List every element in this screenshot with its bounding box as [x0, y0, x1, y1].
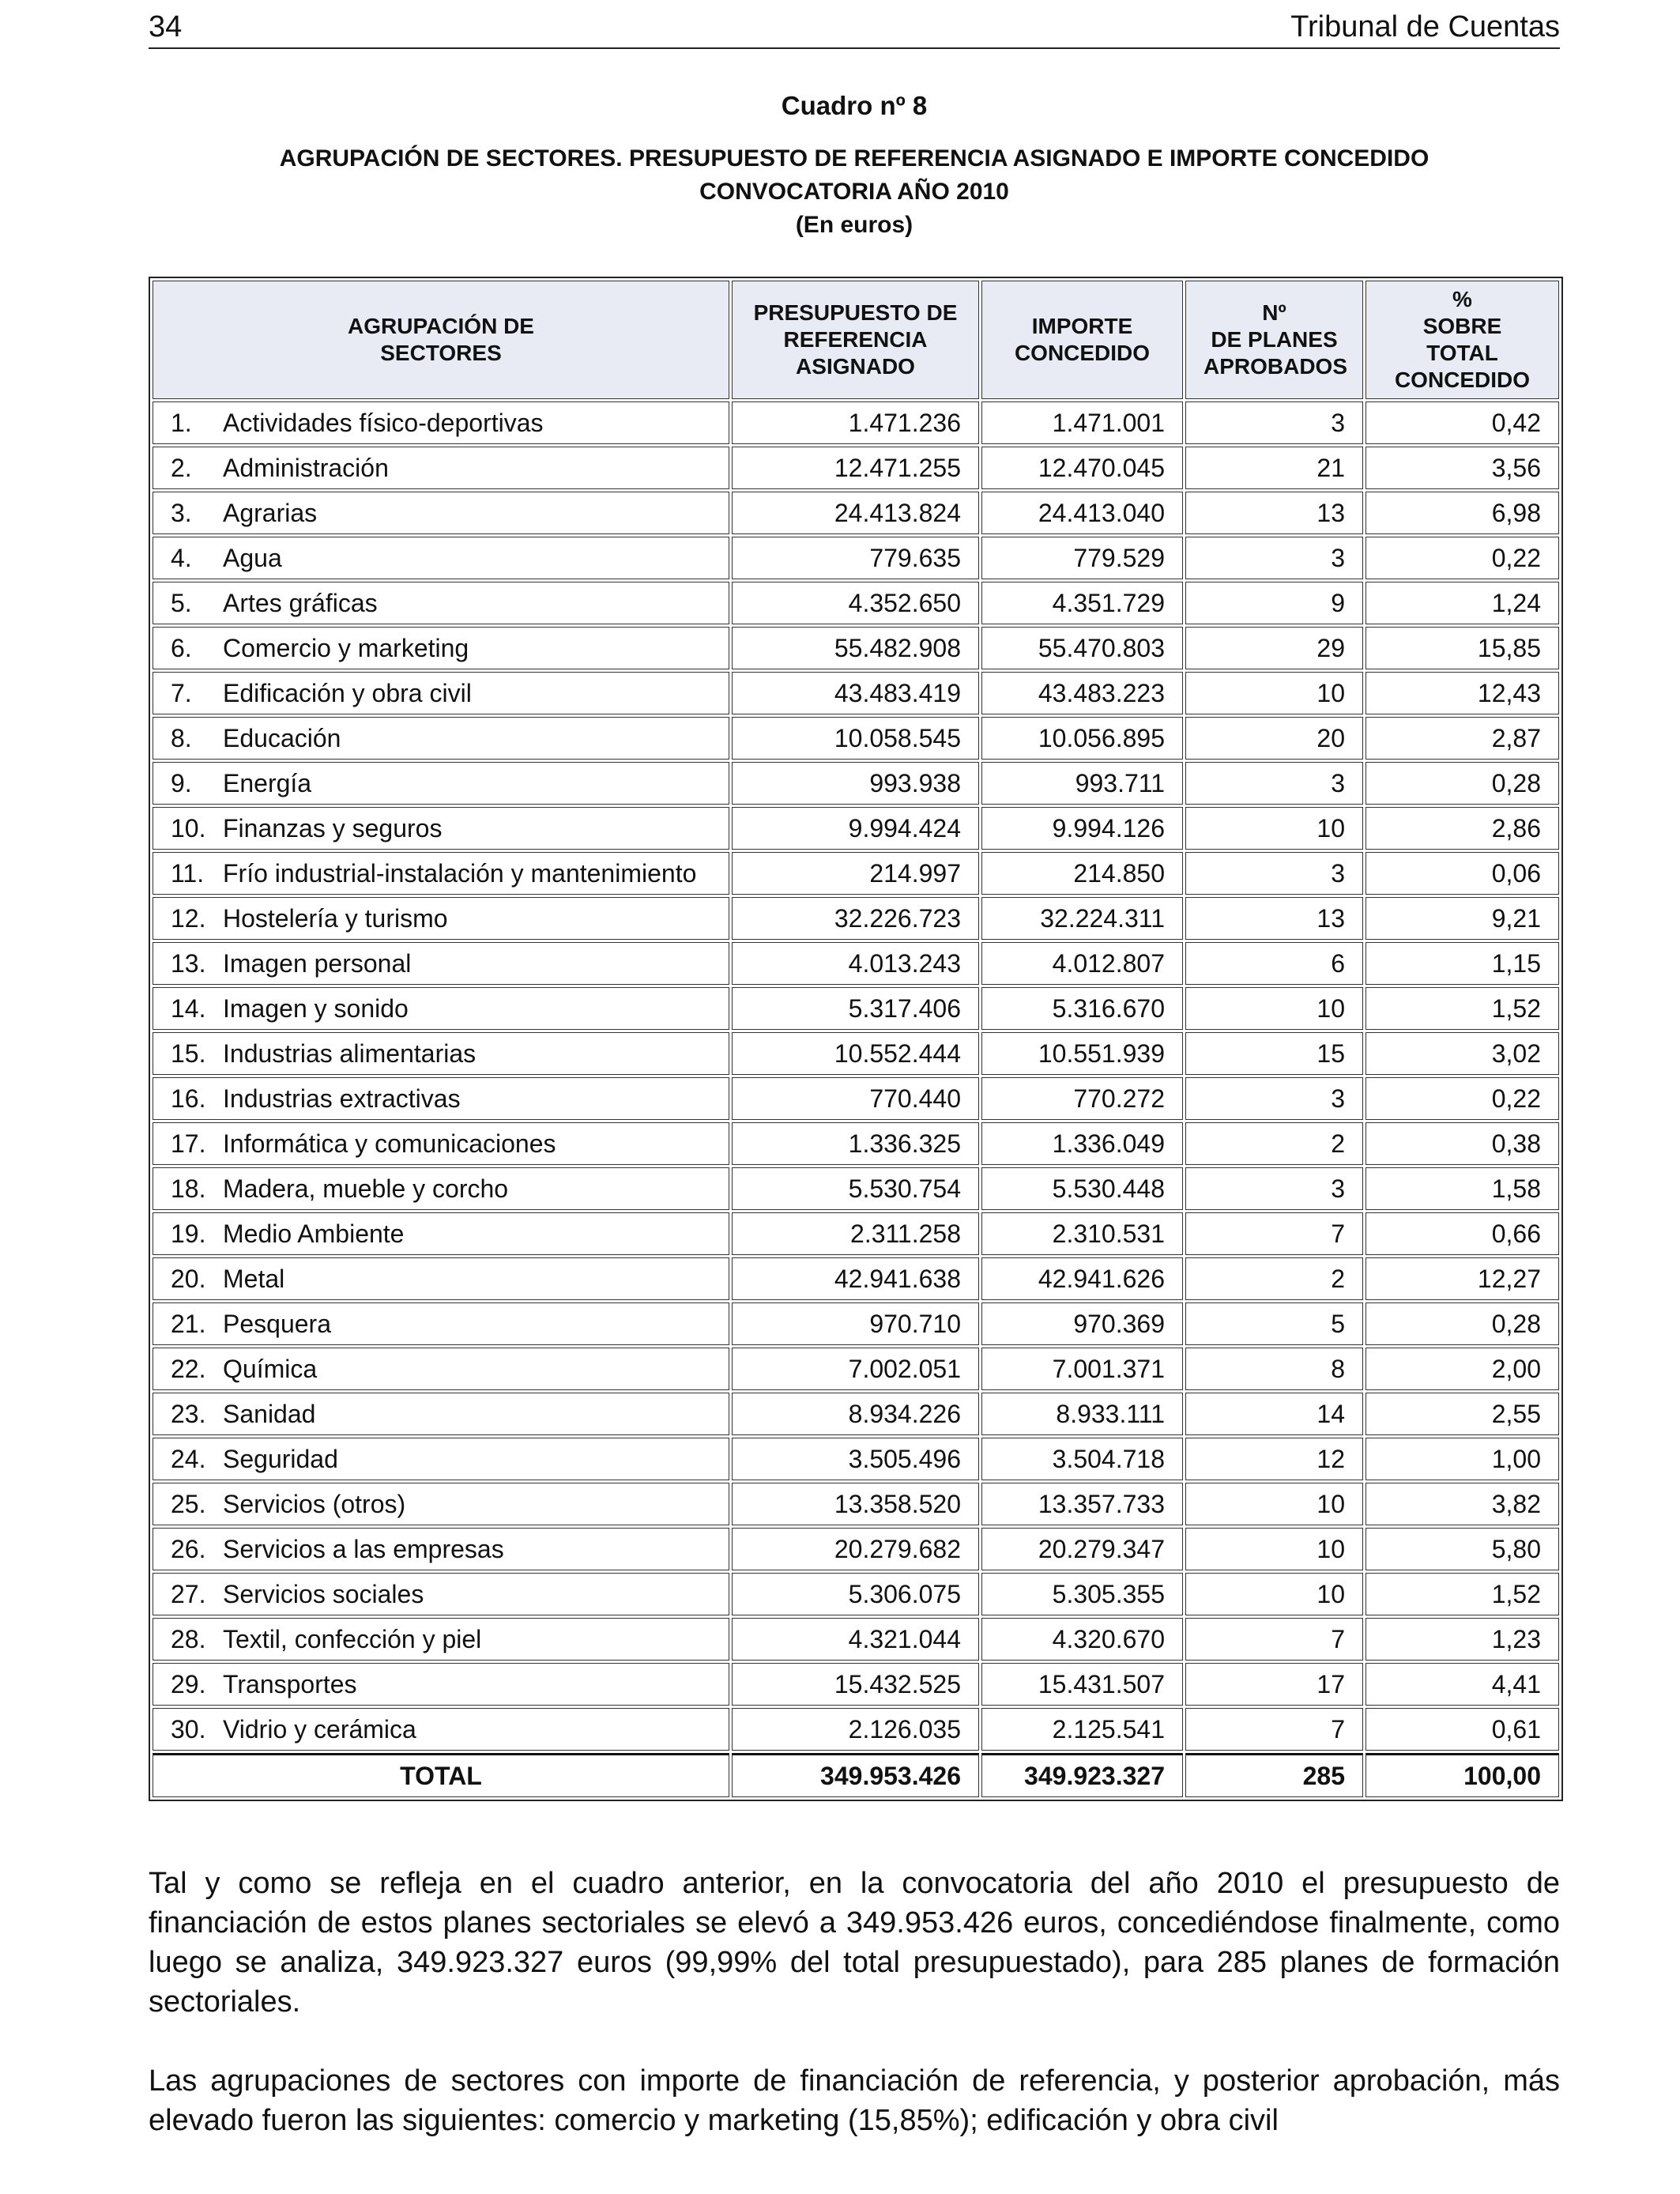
importe-cell: 4.351.729 — [981, 582, 1183, 624]
planes-cell: 10 — [1185, 807, 1363, 850]
table-row — [153, 807, 1559, 850]
sector-cell — [153, 1438, 729, 1480]
table-row — [153, 1573, 1559, 1615]
total-importe: 349.923.327 — [981, 1753, 1183, 1797]
sector-cell — [153, 492, 729, 534]
sector-index: 30. — [171, 1715, 206, 1744]
importe-cell: 20.279.347 — [981, 1528, 1183, 1570]
planes-cell: 21 — [1185, 447, 1363, 489]
planes-cell: 17 — [1185, 1663, 1363, 1706]
importe-cell: 214.850 — [981, 852, 1183, 895]
table-row — [153, 942, 1559, 985]
table-row — [153, 1122, 1559, 1165]
sector-name: Energía — [223, 769, 312, 797]
importe-cell: 8.933.111 — [981, 1393, 1183, 1435]
pct-cell: 0,22 — [1365, 1077, 1559, 1120]
pct-cell: 4,41 — [1365, 1663, 1559, 1706]
sector-index: 18. — [171, 1174, 206, 1203]
sector-name: Informática y comunicaciones — [223, 1129, 556, 1158]
planes-cell: 10 — [1185, 672, 1363, 714]
sector-cell — [153, 1212, 729, 1255]
pct-cell: 1,23 — [1365, 1618, 1559, 1661]
sector-name: Edificación y obra civil — [223, 679, 472, 707]
sector-name: Metal — [223, 1265, 285, 1293]
importe-cell: 5.316.670 — [981, 987, 1183, 1030]
presupuesto-cell: 4.013.243 — [732, 942, 979, 985]
sector-budget-table — [149, 277, 1563, 1801]
sector-index: 10. — [171, 814, 206, 843]
importe-cell: 2.310.531 — [981, 1212, 1183, 1255]
planes-cell: 3 — [1185, 762, 1363, 805]
sector-name: Imagen y sonido — [223, 994, 409, 1023]
table-row — [153, 401, 1559, 444]
sector-name: Textil, confección y piel — [223, 1625, 482, 1653]
pct-cell: 2,87 — [1365, 717, 1559, 760]
sector-cell — [153, 1257, 729, 1300]
sector-name: Frío industrial-instalación y mantenimiento — [223, 859, 697, 888]
sector-cell — [153, 401, 729, 444]
sector-cell — [153, 1618, 729, 1661]
sector-name: Administración — [223, 454, 389, 482]
sector-index: 13. — [171, 949, 206, 978]
importe-cell: 15.431.507 — [981, 1663, 1183, 1706]
presupuesto-cell: 214.997 — [732, 852, 979, 895]
sector-name: Pesquera — [223, 1310, 331, 1338]
sector-cell — [153, 1573, 729, 1615]
presupuesto-cell: 993.938 — [732, 762, 979, 805]
table-title-line: CONVOCATORIA AÑO 2010 — [699, 179, 1009, 205]
sector-cell — [153, 447, 729, 489]
presupuesto-cell: 4.321.044 — [732, 1618, 979, 1661]
presupuesto-cell: 5.317.406 — [732, 987, 979, 1030]
planes-cell: 7 — [1185, 1618, 1363, 1661]
importe-cell: 13.357.733 — [981, 1483, 1183, 1525]
planes-cell: 7 — [1185, 1212, 1363, 1255]
planes-cell: 3 — [1185, 1167, 1363, 1210]
sector-index: 24. — [171, 1445, 206, 1473]
table-row — [153, 762, 1559, 805]
sector-cell — [153, 762, 729, 805]
sector-index: 15. — [171, 1039, 206, 1068]
sector-name: Industrias extractivas — [223, 1084, 461, 1113]
importe-cell: 32.224.311 — [981, 897, 1183, 940]
planes-cell: 6 — [1185, 942, 1363, 985]
presupuesto-cell: 43.483.419 — [732, 672, 979, 714]
pct-cell: 0,42 — [1365, 401, 1559, 444]
importe-cell: 1.471.001 — [981, 401, 1183, 444]
sector-cell — [153, 717, 729, 760]
importe-cell: 2.125.541 — [981, 1708, 1183, 1751]
sector-index: 16. — [171, 1084, 206, 1113]
planes-cell: 9 — [1185, 582, 1363, 624]
importe-cell: 4.320.670 — [981, 1618, 1183, 1661]
table-row — [153, 897, 1559, 940]
total-presupuesto: 349.953.426 — [732, 1753, 979, 1797]
sector-index: 28. — [171, 1625, 206, 1653]
presupuesto-cell: 2.126.035 — [732, 1708, 979, 1751]
sector-index: 17. — [171, 1129, 206, 1158]
importe-cell: 7.001.371 — [981, 1348, 1183, 1390]
sector-cell — [153, 1348, 729, 1390]
planes-cell: 10 — [1185, 1573, 1363, 1615]
table-row — [153, 582, 1559, 624]
importe-cell: 770.272 — [981, 1077, 1183, 1120]
pct-cell: 1,00 — [1365, 1438, 1559, 1480]
sector-name: Vidrio y cerámica — [223, 1715, 416, 1744]
presupuesto-cell: 7.002.051 — [732, 1348, 979, 1390]
sector-index: 14. — [171, 994, 206, 1023]
body-paragraph: Las agrupaciones de sectores con importe de financiación de referencia, y posterior aprobación, más elevado fueron las siguientes: comercio y marketing (15,85%); edificación y obra civil — [149, 2064, 1560, 2137]
pct-cell: 5,80 — [1365, 1528, 1559, 1570]
presupuesto-cell: 1.336.325 — [732, 1122, 979, 1165]
presupuesto-cell: 770.440 — [732, 1077, 979, 1120]
sector-name: Sanidad — [223, 1400, 316, 1428]
header-planes: Nº DE PLANES APROBADOS — [1185, 281, 1363, 399]
importe-cell: 993.711 — [981, 762, 1183, 805]
importe-cell: 5.305.355 — [981, 1573, 1183, 1615]
importe-cell: 12.470.045 — [981, 447, 1183, 489]
planes-cell: 20 — [1185, 717, 1363, 760]
pct-cell: 12,43 — [1365, 672, 1559, 714]
presupuesto-cell: 779.635 — [732, 537, 979, 579]
sector-cell — [153, 1167, 729, 1210]
table-row — [153, 672, 1559, 714]
sector-name: Actividades físico-deportivas — [223, 409, 544, 437]
sector-name: Agrarias — [223, 499, 318, 527]
header-presupuesto: PRESUPUESTO DE REFERENCIA ASIGNADO — [732, 281, 979, 399]
sector-name: Servicios a las empresas — [223, 1535, 504, 1563]
sector-cell — [153, 987, 729, 1030]
header-porcentaje: % SOBRE TOTAL CONCEDIDO — [1365, 281, 1559, 399]
presupuesto-cell: 5.306.075 — [732, 1573, 979, 1615]
planes-cell: 3 — [1185, 852, 1363, 895]
sector-index: 27. — [171, 1580, 206, 1608]
sector-name: Agua — [223, 544, 282, 572]
total-pct: 100,00 — [1365, 1753, 1559, 1797]
body-paragraph: Tal y como se refleja en el cuadro anterior, en la convocatoria del año 2010 el presupuesto de financiación de estos planes sectoriales se elevó a 349.953.426 euros, concediéndose finalmente, como luego se analiza, 349.923.327 euros (99,99% del total presupuestado), para 285 planes de formación sectoriales. — [149, 1867, 1560, 2019]
sector-name: Comercio y marketing — [223, 634, 469, 662]
table-row — [153, 1483, 1559, 1525]
pct-cell: 0,61 — [1365, 1708, 1559, 1751]
pct-cell: 3,56 — [1365, 447, 1559, 489]
planes-cell: 29 — [1185, 627, 1363, 669]
sector-index: 29. — [171, 1670, 206, 1698]
sector-index: 1. — [171, 409, 192, 437]
planes-cell: 8 — [1185, 1348, 1363, 1390]
pct-cell: 6,98 — [1365, 492, 1559, 534]
sector-index: 21. — [171, 1310, 206, 1338]
pct-cell: 2,00 — [1365, 1348, 1559, 1390]
planes-cell: 2 — [1185, 1122, 1363, 1165]
planes-cell: 3 — [1185, 401, 1363, 444]
total-label: TOTAL — [153, 1753, 729, 1797]
importe-cell: 24.413.040 — [981, 492, 1183, 534]
sector-cell — [153, 1483, 729, 1525]
pct-cell: 1,52 — [1365, 987, 1559, 1030]
importe-cell: 55.470.803 — [981, 627, 1183, 669]
presupuesto-cell: 10.552.444 — [732, 1032, 979, 1075]
sector-cell — [153, 1663, 729, 1706]
presupuesto-cell: 1.471.236 — [732, 401, 979, 444]
pct-cell: 12,27 — [1365, 1257, 1559, 1300]
sector-index: 12. — [171, 904, 206, 933]
planes-cell: 10 — [1185, 1483, 1363, 1525]
sector-cell — [153, 1122, 729, 1165]
pct-cell: 9,21 — [1365, 897, 1559, 940]
sector-name: Química — [223, 1355, 318, 1383]
presupuesto-cell: 55.482.908 — [732, 627, 979, 669]
sector-name: Imagen personal — [223, 949, 412, 978]
sector-cell — [153, 672, 729, 714]
importe-cell: 10.551.939 — [981, 1032, 1183, 1075]
pct-cell: 0,22 — [1365, 537, 1559, 579]
header-importe: IMPORTE CONCEDIDO — [981, 281, 1183, 399]
pct-cell: 3,02 — [1365, 1032, 1559, 1075]
sector-index: 8. — [171, 724, 192, 752]
sector-cell — [153, 582, 729, 624]
importe-cell: 9.994.126 — [981, 807, 1183, 850]
presupuesto-cell: 13.358.520 — [732, 1483, 979, 1525]
importe-cell: 970.369 — [981, 1302, 1183, 1345]
planes-cell: 13 — [1185, 897, 1363, 940]
importe-cell: 43.483.223 — [981, 672, 1183, 714]
sector-cell — [153, 1528, 729, 1570]
sector-cell — [153, 942, 729, 985]
table-row — [153, 1212, 1559, 1255]
table-row — [153, 1257, 1559, 1300]
pct-cell: 1,15 — [1365, 942, 1559, 985]
sector-name: Medio Ambiente — [223, 1220, 405, 1248]
pct-cell: 1,58 — [1365, 1167, 1559, 1210]
table-row — [153, 1077, 1559, 1120]
table-row — [153, 1167, 1559, 1210]
presupuesto-cell: 20.279.682 — [732, 1528, 979, 1570]
presupuesto-cell: 9.994.424 — [732, 807, 979, 850]
sector-index: 11. — [171, 859, 205, 888]
sector-cell — [153, 1077, 729, 1120]
table-title — [149, 142, 1560, 242]
sector-cell — [153, 537, 729, 579]
table-body — [153, 401, 1559, 1751]
table-title-line: AGRUPACIÓN DE SECTORES. PRESUPUESTO DE REFERENCIA ASIGNADO E IMPORTE CONCEDIDO — [279, 145, 1430, 172]
sector-name: Transportes — [223, 1670, 357, 1698]
table-row — [153, 1708, 1559, 1751]
sector-cell — [153, 1393, 729, 1435]
planes-cell: 10 — [1185, 1528, 1363, 1570]
importe-cell: 5.530.448 — [981, 1167, 1183, 1210]
importe-cell: 42.941.626 — [981, 1257, 1183, 1300]
presupuesto-cell: 5.530.754 — [732, 1167, 979, 1210]
total-planes: 285 — [1185, 1753, 1363, 1797]
table-row — [153, 627, 1559, 669]
table-row — [153, 987, 1559, 1030]
table-label: Cuadro nº 8 — [781, 91, 928, 120]
sector-name: Servicios sociales — [223, 1580, 424, 1608]
sector-index: 19. — [171, 1220, 206, 1248]
table-row — [153, 537, 1559, 579]
sector-index: 23. — [171, 1400, 206, 1428]
planes-cell: 2 — [1185, 1257, 1363, 1300]
table-row — [153, 1528, 1559, 1570]
table-units: (En euros) — [795, 212, 913, 238]
table-row — [153, 1348, 1559, 1390]
sector-index: 3. — [171, 499, 192, 527]
presupuesto-cell: 42.941.638 — [732, 1257, 979, 1300]
table-row — [153, 852, 1559, 895]
importe-cell: 4.012.807 — [981, 942, 1183, 985]
presupuesto-cell: 24.413.824 — [732, 492, 979, 534]
presupuesto-cell: 15.432.525 — [732, 1663, 979, 1706]
sector-cell — [153, 897, 729, 940]
page-number: 34 — [149, 10, 183, 43]
sector-name: Artes gráficas — [223, 589, 378, 617]
pct-cell: 0,28 — [1365, 762, 1559, 805]
importe-cell: 10.056.895 — [981, 717, 1183, 760]
pct-cell: 0,66 — [1365, 1212, 1559, 1255]
presupuesto-cell: 2.311.258 — [732, 1212, 979, 1255]
sector-index: 4. — [171, 544, 192, 572]
publication-name: Tribunal de Cuentas — [1290, 10, 1560, 43]
table-row — [153, 1032, 1559, 1075]
table-row — [153, 1663, 1559, 1706]
header-sector: AGRUPACIÓN DE SECTORES — [153, 281, 729, 399]
importe-cell: 779.529 — [981, 537, 1183, 579]
presupuesto-cell: 970.710 — [732, 1302, 979, 1345]
sector-cell — [153, 807, 729, 850]
presupuesto-cell: 8.934.226 — [732, 1393, 979, 1435]
sector-cell — [153, 1302, 729, 1345]
table-row — [153, 1393, 1559, 1435]
sector-index: 7. — [171, 679, 192, 707]
sector-name: Finanzas y seguros — [223, 814, 443, 843]
planes-cell: 14 — [1185, 1393, 1363, 1435]
importe-cell: 1.336.049 — [981, 1122, 1183, 1165]
sector-index: 20. — [171, 1265, 206, 1293]
planes-cell: 3 — [1185, 1077, 1363, 1120]
planes-cell: 10 — [1185, 987, 1363, 1030]
table-row — [153, 492, 1559, 534]
sector-name: Industrias alimentarias — [223, 1039, 477, 1068]
planes-cell: 5 — [1185, 1302, 1363, 1345]
sector-index: 9. — [171, 769, 192, 797]
table-row — [153, 1302, 1559, 1345]
pct-cell: 1,24 — [1365, 582, 1559, 624]
sector-name: Hostelería y turismo — [223, 904, 448, 933]
presupuesto-cell: 12.471.255 — [732, 447, 979, 489]
sector-name: Madera, mueble y corcho — [223, 1174, 509, 1203]
pct-cell: 0,06 — [1365, 852, 1559, 895]
sector-index: 26. — [171, 1535, 206, 1563]
pct-cell: 3,82 — [1365, 1483, 1559, 1525]
sector-index: 5. — [171, 589, 192, 617]
sector-name: Servicios (otros) — [223, 1490, 406, 1518]
planes-cell: 3 — [1185, 537, 1363, 579]
page-header — [149, 9, 1560, 49]
table-row — [153, 447, 1559, 489]
table-header-row — [153, 281, 1559, 399]
sector-index: 6. — [171, 634, 192, 662]
pct-cell: 1,52 — [1365, 1573, 1559, 1615]
sector-cell — [153, 1708, 729, 1751]
planes-cell: 13 — [1185, 492, 1363, 534]
pct-cell: 0,38 — [1365, 1122, 1559, 1165]
sector-cell — [153, 627, 729, 669]
sector-name: Educación — [223, 724, 341, 752]
planes-cell: 12 — [1185, 1438, 1363, 1480]
sector-cell — [153, 852, 729, 895]
pct-cell: 15,85 — [1365, 627, 1559, 669]
pct-cell: 2,86 — [1365, 807, 1559, 850]
planes-cell: 15 — [1185, 1032, 1363, 1075]
planes-cell: 7 — [1185, 1708, 1363, 1751]
pct-cell: 2,55 — [1365, 1393, 1559, 1435]
table-row — [153, 1438, 1559, 1480]
sector-index: 25. — [171, 1490, 206, 1518]
presupuesto-cell: 3.505.496 — [732, 1438, 979, 1480]
sector-name: Seguridad — [223, 1445, 338, 1473]
presupuesto-cell: 32.226.723 — [732, 897, 979, 940]
presupuesto-cell: 10.058.545 — [732, 717, 979, 760]
sector-index: 22. — [171, 1355, 206, 1383]
table-total-row — [153, 1753, 1559, 1797]
presupuesto-cell: 4.352.650 — [732, 582, 979, 624]
sector-cell — [153, 1032, 729, 1075]
table-row — [153, 1618, 1559, 1661]
sector-index: 2. — [171, 454, 192, 482]
table-row — [153, 717, 1559, 760]
pct-cell: 0,28 — [1365, 1302, 1559, 1345]
importe-cell: 3.504.718 — [981, 1438, 1183, 1480]
